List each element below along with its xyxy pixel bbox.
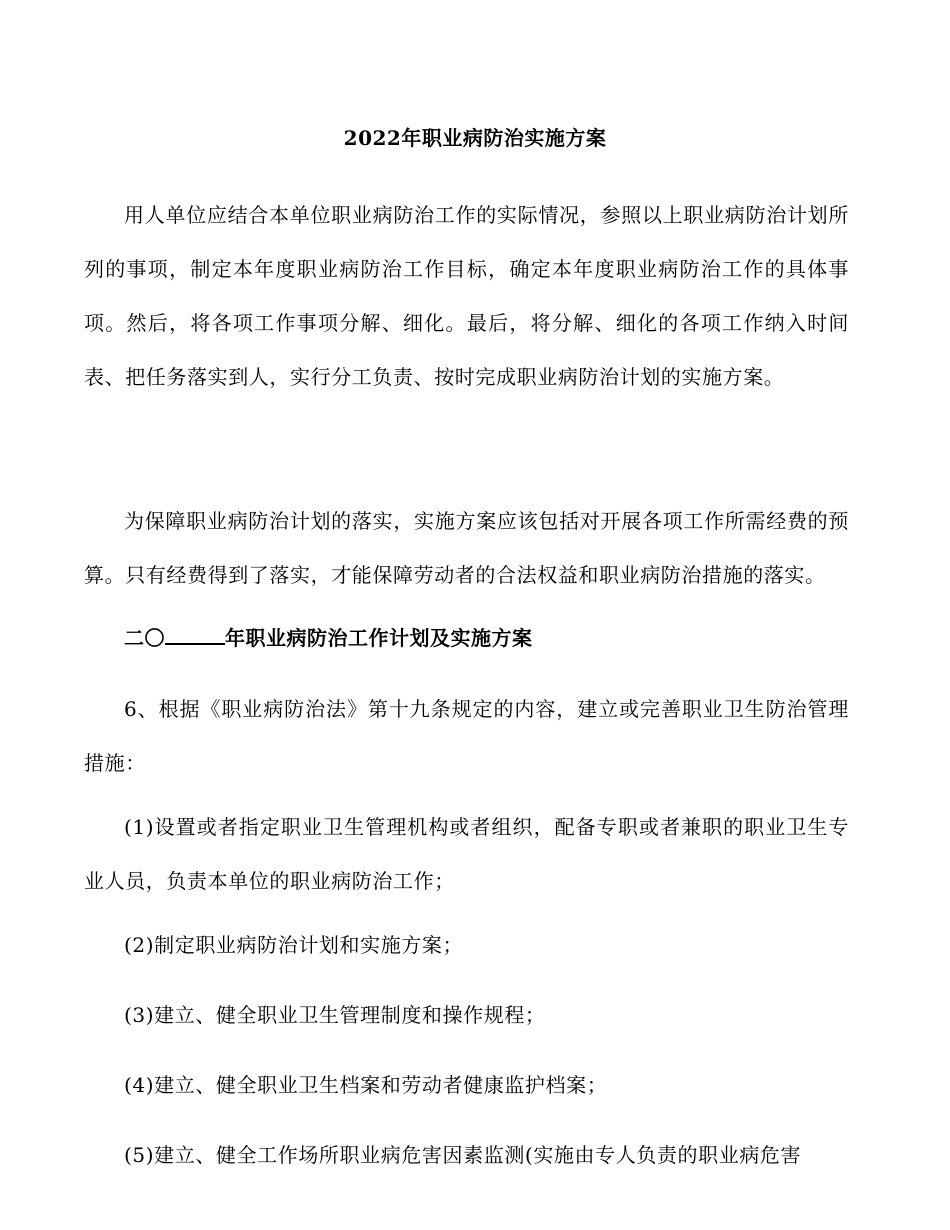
paragraph-budget: 为保障职业病防治计划的落实，实施方案应该包括对开展各项工作所需经费的预算。只有经费得到了落实，才能保障劳动者的合法权益和职业病防治措施的落实。 [84, 509, 849, 587]
document-title: 2022年职业病防治实施方案 [343, 126, 607, 150]
list-item: (2)制定职业病防治计划和实施方案； [124, 933, 464, 957]
section-heading-prefix: 二〇 [124, 626, 165, 650]
list-item: 6、根据《职业病防治法》第十九条规定的内容，建立或完善职业卫生防治管理措施： [84, 697, 849, 775]
section-heading-suffix: 年职业病防治工作计划及实施方案 [225, 626, 533, 650]
list-item: (3)建立、健全职业卫生管理制度和操作规程； [124, 1003, 546, 1027]
year-blank [165, 625, 225, 645]
list-item: (4)建立、健全职业卫生档案和劳动者健康监护档案； [124, 1073, 608, 1097]
list-item: (5)建立、健全工作场所职业病危害因素监测(实施由专人负责的职业病危害 [124, 1143, 802, 1167]
list-item: (1)设置或者指定职业卫生管理机构或者组织，配备专职或者兼职的职业卫生专业人员，负责本单位的职业病防治工作； [84, 815, 849, 893]
section-heading [84, 620, 849, 656]
paragraph-intro: 用人单位应结合本单位职业病防治工作的实际情况，参照以上职业病防治计划所列的事项，制定本年度职业病防治工作目标，确定本年度职业病防治工作的具体事项。然后，将各项工作事项分解、细化。最后，将分解、细化的各项工作纳入时间表、把任务落实到人，实行分工负责、按时完成职业病防治计划的实施方案。 [84, 203, 849, 389]
